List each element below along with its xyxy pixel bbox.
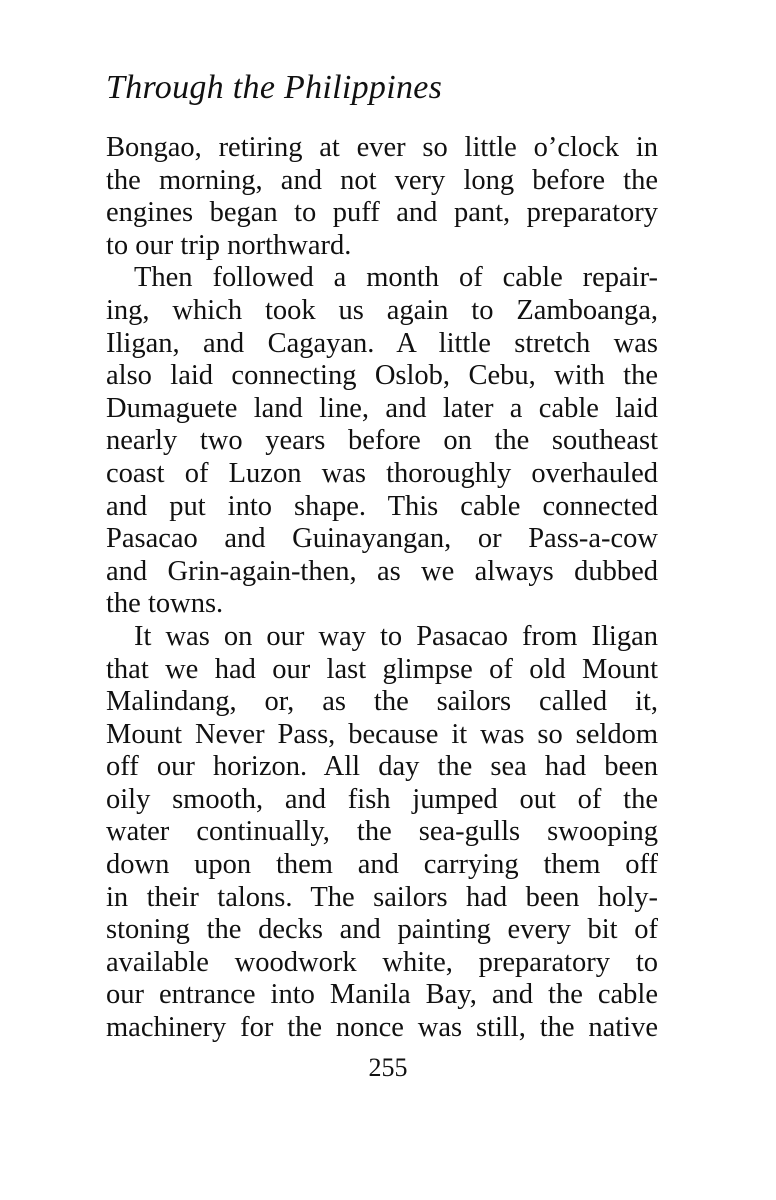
text-line: It was on our way to Pasacao from Iligan (134, 620, 658, 652)
text-line: down upon them and carrying them off (106, 849, 658, 881)
text-line: in their talons. The sailors had been holy- (106, 881, 658, 913)
text-line: coast of Luzon was thoroughly overhauled (106, 457, 658, 489)
text-line: nearly two years before on the southeast (106, 425, 658, 457)
text-line: available woodwork white, preparatory to (106, 946, 658, 978)
text-line: Then followed a month of cable repair- (134, 262, 658, 294)
text-line: that we had our last glimpse of old Mount (106, 653, 658, 685)
text-line: stoning the decks and painting every bit of (106, 914, 658, 946)
text-line: to our trip northward. (106, 229, 352, 261)
body-text (106, 132, 658, 1045)
text-line: off our horizon. All day the sea had been (106, 751, 658, 783)
text-line: water continually, the sea-gulls swooping (106, 816, 658, 848)
text-line: engines began to puff and pant, preparatory (106, 197, 658, 229)
text-line: and Grin-again-then, as we always dubbed (106, 555, 658, 587)
text-line: our entrance into Manila Bay, and the cable (106, 979, 658, 1011)
text-line: Mount Never Pass, because it was so seldom (106, 718, 658, 750)
text-line: ing, which took us again to Zamboanga, (106, 294, 658, 326)
text-line: Dumaguete land line, and later a cable laid (106, 392, 658, 424)
text-line: machinery for the nonce was still, the native (106, 1012, 658, 1044)
text-line: Pasacao and Guinayangan, or Pass-a-cow (106, 523, 658, 555)
running-head: Through the Philippines (106, 69, 443, 106)
text-line: Malindang, or, as the sailors called it, (106, 686, 658, 718)
text-line: Iligan, and Cagayan. A little stretch was (106, 327, 658, 359)
text-line: the morning, and not very long before the (106, 164, 658, 196)
text-line: and put into shape. This cable connected (106, 490, 658, 522)
text-line: also laid connecting Oslob, Cebu, with the (106, 360, 658, 392)
text-line: oily smooth, and fish jumped out of the (106, 783, 658, 815)
page-number: 255 (368, 1053, 408, 1082)
text-line: Bongao, retiring at ever so little o’clock in (106, 132, 658, 163)
text-line: the towns. (106, 588, 224, 620)
